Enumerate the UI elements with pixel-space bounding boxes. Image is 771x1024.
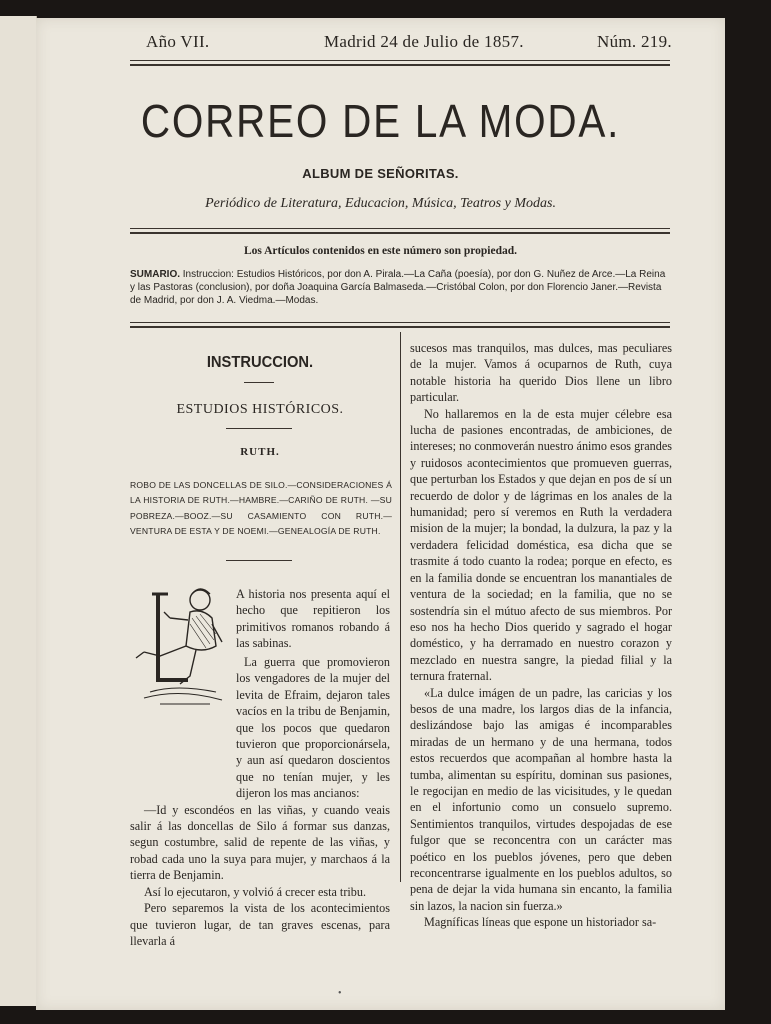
article-heading: RUTH. bbox=[240, 446, 280, 458]
column-divider bbox=[400, 332, 401, 882]
paragraph: —Id y escondéos en las viñas, y cuando veais salir á las doncellas de Silo á formar sus danzas, segun costumbre, salid de repente de las viñas, y robad cada uno la suya para mujer, y marchaos á la tierra de Benjamin. bbox=[130, 802, 390, 883]
newspaper-page bbox=[36, 18, 725, 1010]
sumario-rule bbox=[130, 322, 670, 328]
title-rule bbox=[130, 228, 670, 234]
article-summary: ROBO DE LAS DONCELLAS DE SILO.—CONSIDERACIONES Á LA HISTORIA DE RUTH.—HAMBRE.—CARIÑO DE RUTH. —SU POBREZA.—BOOZ.—SU CASAMIENTO CON RUTH.— VENTURA DE ESTA Y DE NOEMI.—GENEALOGÍA DE RUTH. bbox=[130, 480, 392, 537]
summary-block bbox=[130, 268, 670, 307]
subsection-rule bbox=[226, 428, 292, 429]
adjacent-page-edge bbox=[0, 16, 37, 1006]
summary-label: SUMARIO. bbox=[130, 269, 180, 280]
paragraph: La guerra que promovieron los vengadores de la mujer del levita de Efraim, dejaron tales vacíos en la tribu de Benjamin, que los pocos que quedaron tuvieron que proporcionársela, y aun así quedaron doscientos que no tenían mujer, y les dijeron los mas ancianos: bbox=[236, 655, 390, 801]
paragraph: «La dulce imágen de un padre, las caricias y los besos de una madre, los largos dias de la infancia, deslizándose bajo las amigas é incomparables miradas de un hermano y de una hermana, todos estos recuerdos que acompañan al hombre hasta la tumba, alimentan su espíritu, dominan sus pasiones, le regocijan en medio de las vicisitudes, y le quedan en el infortunio como un consuelo supremo. Sentimientos tranquilos, virtudes despojadas de ese fulgor que se reconcentra con un carácter mas poético en los pueblos jóvenes, pero que deben reconcentrarse igualmente en los pueblos adultos, so pena de dejar la vida humana sin encanto, la familia sin lazos, la nacion sin fuerza.» bbox=[410, 685, 672, 913]
newspaper-title: CORREO DE LA MODA. bbox=[140, 95, 621, 147]
page-mark: • bbox=[338, 988, 342, 999]
subsection-heading: ESTUDIOS HISTÓRICOS. bbox=[176, 402, 344, 417]
paragraph: sucesos mas tranquilos, mas dulces, mas peculiares de la mujer. Vamos á ocuparnos de Ruth, cuya notable historia ha querido Dios llene un libro particular. bbox=[410, 341, 672, 405]
masthead-year: Año VII. bbox=[146, 32, 210, 51]
newspaper-subtitle: ALBUM DE SEÑORITAS. bbox=[302, 166, 459, 181]
left-column-intro bbox=[236, 586, 390, 652]
paragraph: Así lo ejecutaron, y volvió á crecer esta tribu. bbox=[144, 884, 366, 899]
summary-rule bbox=[226, 560, 292, 561]
left-column bbox=[130, 654, 390, 949]
paragraph: Magníficas líneas que espone un historiador sa- bbox=[424, 915, 657, 930]
paragraph: No hallaremos en la de esta mujer célebre esa lucha de pasiones encontradas, de ambiciones, de intereses; no conmoverán nuestro ánimo esos grandes y ruidosos acontecimientos que promueven guerras, que perturban los Estados y que dejan en pos de sí un recuerdo de dolor y de lágrimas en los anales de la humanidad; pero sí veremos en Ruth la verdadera mision de la mujer; la bondad, la dulzura, la paz y la verdadera felicidad doméstica, esa dicha que se trasmite á todo cuanto la rodea; porque en efecto, es en la familia donde se encuentran los manantiales de ventura de la sociedad; en la familia, que no se sostendría sin el mútuo afecto de sus miembros. Por eso nos ha hecho Dios querido y sagrado el hogar doméstico, y ha derramado en nuestro corazon y mezclado en nuestra sangre, la piedad filial y la ternura fraternal. bbox=[410, 406, 672, 684]
masthead-number: Núm. 219. bbox=[597, 32, 672, 51]
masthead-rule bbox=[130, 60, 670, 66]
masthead-date: Madrid 24 de Julio de 1857. bbox=[324, 32, 524, 51]
summary-text: Instruccion: Estudios Históricos, por don A. Pirala.—La Caña (poesía), por don G. Nuñez de Arce.—La Reina y las Pastoras (conclusion), por doña Joaquina García Balmaseda.—Cristóbal Colon, por don Florencio Janer.—Revista de Madrid, por don J. A. Viedma.—Modas. bbox=[130, 269, 666, 306]
paragraph: A historia nos presenta aquí el hecho que repitieron los primitivos romanos robando á las sabinas. bbox=[236, 587, 390, 651]
property-notice: Los Artículos contenidos en este número son propiedad. bbox=[243, 245, 518, 257]
paragraph: Pero separemos la vista de los acontecimientos que tuvieron lugar, de tan graves escenas, para llevarla á bbox=[130, 901, 390, 948]
right-column bbox=[410, 340, 672, 931]
newspaper-tagline: Periódico de Literatura, Educacion, Música, Teatros y Modas. bbox=[205, 196, 556, 211]
section-heading: INSTRUCCION. bbox=[206, 354, 314, 371]
section-heading-rule bbox=[244, 382, 274, 383]
